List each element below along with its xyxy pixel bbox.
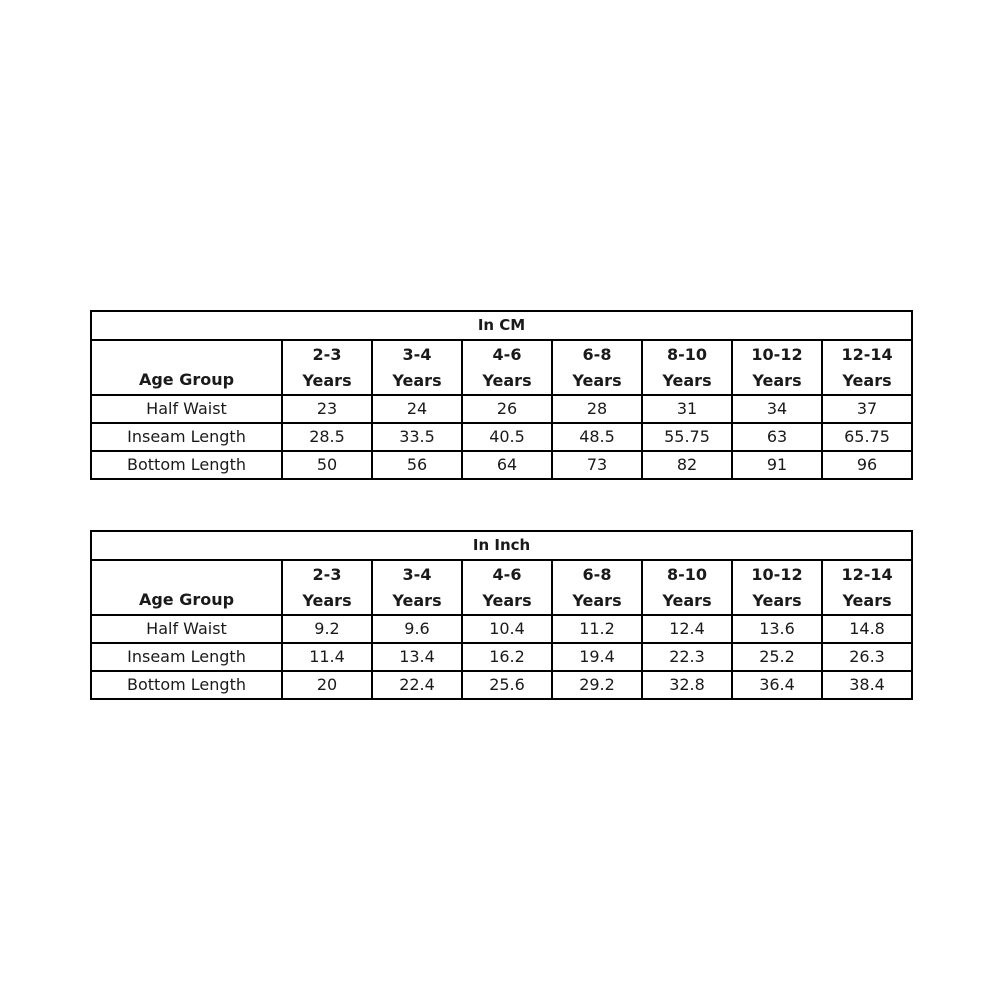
table-cell: 11.4 [282, 643, 372, 671]
table-cell: 38.4 [822, 671, 912, 699]
table-cell: 13.6 [732, 615, 822, 643]
years-label: Years [842, 590, 892, 610]
column-header [372, 560, 462, 615]
years-label: Years [392, 590, 442, 610]
table-cell: 36.4 [732, 671, 822, 699]
table-cell: 26 [462, 395, 552, 423]
table-cell: 28.5 [282, 423, 372, 451]
table-cell: 9.2 [282, 615, 372, 643]
table-cell: 16.2 [462, 643, 552, 671]
table-cell: 13.4 [372, 643, 462, 671]
column-header [642, 340, 732, 395]
table-header-row [91, 340, 912, 395]
table-cell: 50 [282, 451, 372, 479]
table-cell: 25.2 [732, 643, 822, 671]
age-range: 6-8 [582, 344, 612, 364]
age-range: 8-10 [666, 344, 708, 364]
table-cell: 65.75 [822, 423, 912, 451]
years-label: Years [752, 590, 802, 610]
age-range: 12-14 [841, 564, 893, 584]
column-header [642, 560, 732, 615]
age-range: 3-4 [402, 564, 432, 584]
column-header [282, 560, 372, 615]
column-header [732, 340, 822, 395]
table-cell: 19.4 [552, 643, 642, 671]
column-header [552, 340, 642, 395]
table-cell: 55.75 [642, 423, 732, 451]
table-row [91, 451, 912, 479]
table-cell: 10.4 [462, 615, 552, 643]
age-range: 6-8 [582, 564, 612, 584]
table-cell: 40.5 [462, 423, 552, 451]
table-cell: 31 [642, 395, 732, 423]
row-label: Bottom Length [91, 671, 282, 699]
table-title-row [91, 531, 912, 560]
age-group-header: Age Group [91, 340, 282, 395]
table-header-row [91, 560, 912, 615]
age-range: 10-12 [751, 564, 803, 584]
years-label: Years [752, 370, 802, 390]
row-label: Half Waist [91, 395, 282, 423]
years-label: Years [572, 590, 622, 610]
column-header [732, 560, 822, 615]
years-label: Years [302, 590, 352, 610]
table-cell: 26.3 [822, 643, 912, 671]
table-cell: 9.6 [372, 615, 462, 643]
age-range: 4-6 [492, 564, 522, 584]
table-title-row [91, 311, 912, 340]
age-range: 3-4 [402, 344, 432, 364]
age-range: 8-10 [666, 564, 708, 584]
table-row [91, 423, 912, 451]
table-cell: 22.4 [372, 671, 462, 699]
table-title: In CM [91, 311, 912, 340]
years-label: Years [662, 370, 712, 390]
table-cell: 63 [732, 423, 822, 451]
column-header [372, 340, 462, 395]
column-header [282, 340, 372, 395]
table-cell: 73 [552, 451, 642, 479]
table-cell: 23 [282, 395, 372, 423]
years-label: Years [572, 370, 622, 390]
table-cell: 12.4 [642, 615, 732, 643]
years-label: Years [842, 370, 892, 390]
row-label: Bottom Length [91, 451, 282, 479]
row-label: Half Waist [91, 615, 282, 643]
table-cell: 64 [462, 451, 552, 479]
row-label: Inseam Length [91, 643, 282, 671]
table-cell: 82 [642, 451, 732, 479]
row-label: Inseam Length [91, 423, 282, 451]
years-label: Years [392, 370, 442, 390]
age-range: 12-14 [841, 344, 893, 364]
table-cell: 14.8 [822, 615, 912, 643]
age-range: 4-6 [492, 344, 522, 364]
years-label: Years [482, 590, 532, 610]
size-table-inch [90, 530, 913, 700]
table-row [91, 643, 912, 671]
column-header [552, 560, 642, 615]
table-row [91, 395, 912, 423]
table-cell: 25.6 [462, 671, 552, 699]
table-cell: 96 [822, 451, 912, 479]
size-table-cm [90, 310, 913, 480]
years-label: Years [662, 590, 712, 610]
table-cell: 24 [372, 395, 462, 423]
years-label: Years [482, 370, 532, 390]
table-cell: 32.8 [642, 671, 732, 699]
table-cell: 37 [822, 395, 912, 423]
table-cell: 22.3 [642, 643, 732, 671]
column-header [462, 560, 552, 615]
table-row [91, 671, 912, 699]
age-range: 2-3 [312, 344, 342, 364]
age-range: 10-12 [751, 344, 803, 364]
table-cell: 28 [552, 395, 642, 423]
table-cell: 29.2 [552, 671, 642, 699]
column-header [822, 340, 912, 395]
table-cell: 56 [372, 451, 462, 479]
table-cell: 34 [732, 395, 822, 423]
age-group-header: Age Group [91, 560, 282, 615]
table-cell: 48.5 [552, 423, 642, 451]
age-range: 2-3 [312, 564, 342, 584]
table-title: In Inch [91, 531, 912, 560]
table-cell: 33.5 [372, 423, 462, 451]
table-row [91, 615, 912, 643]
column-header [462, 340, 552, 395]
table-cell: 91 [732, 451, 822, 479]
table-cell: 11.2 [552, 615, 642, 643]
column-header [822, 560, 912, 615]
years-label: Years [302, 370, 352, 390]
table-cell: 20 [282, 671, 372, 699]
